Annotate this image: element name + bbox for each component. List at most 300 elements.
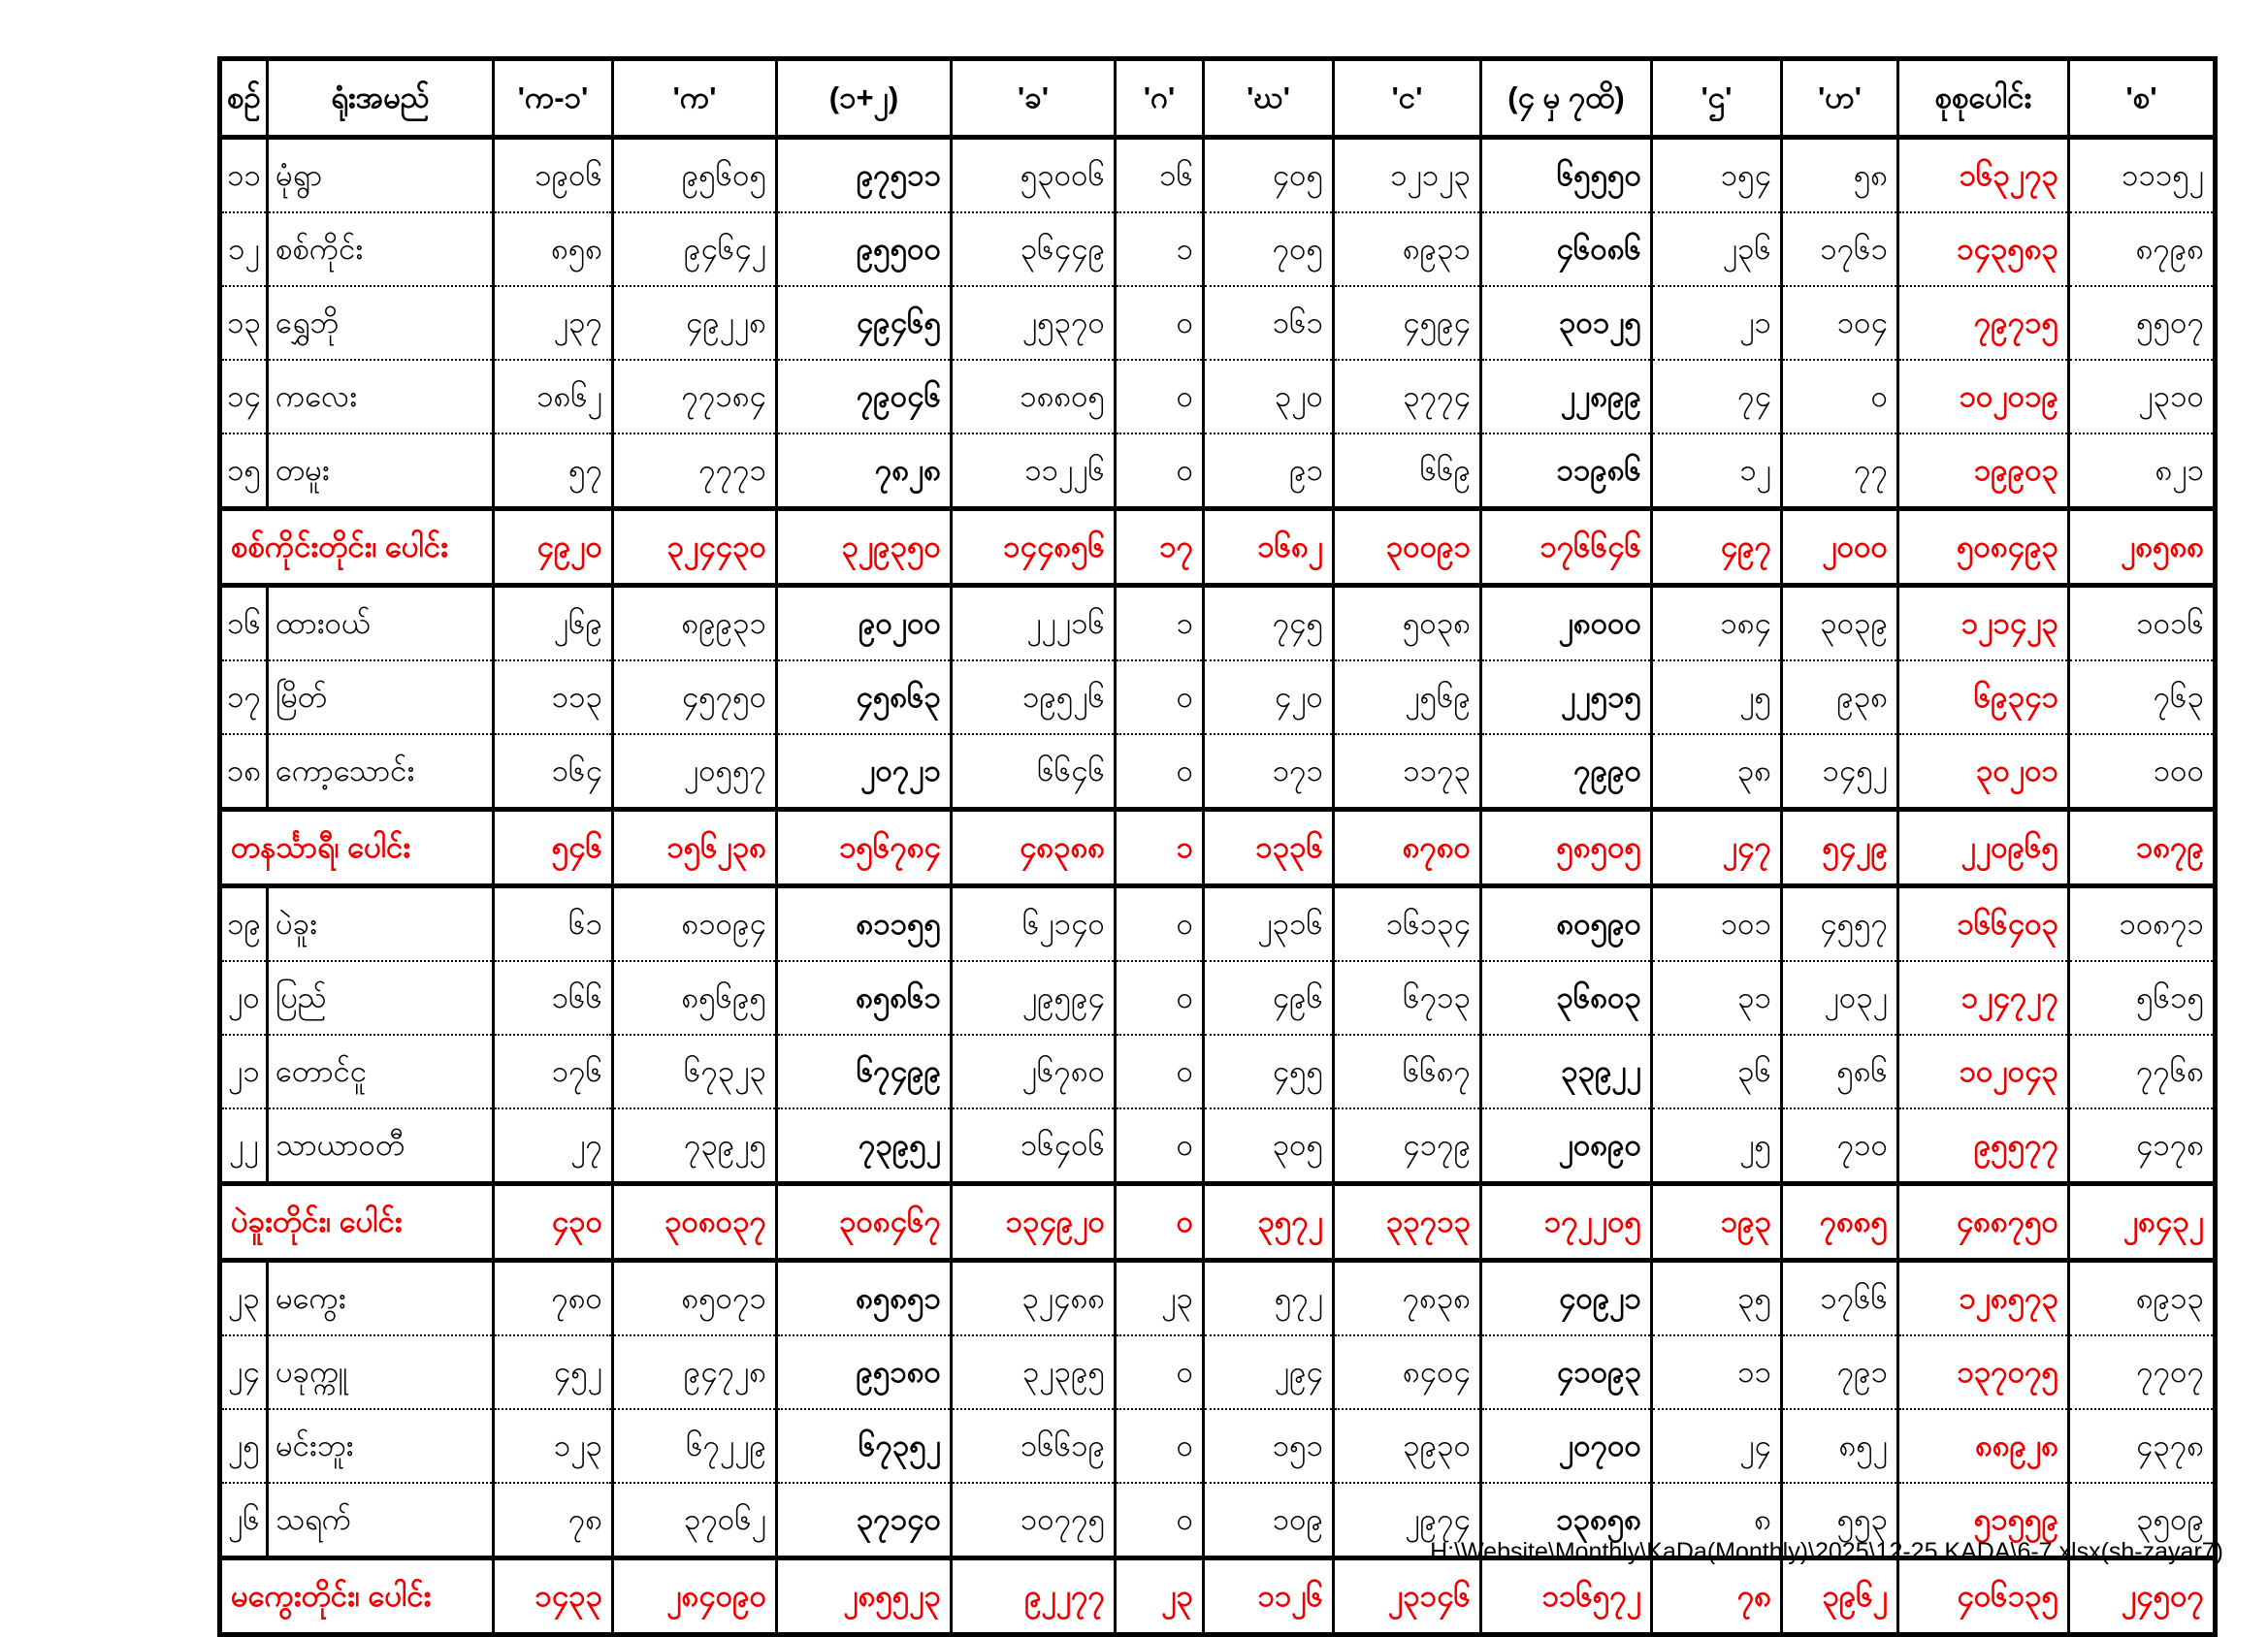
value-cell: ၁၆၈၂: [1204, 509, 1334, 586]
office-name: တမူး: [268, 433, 494, 509]
value-cell: ၃၁: [1652, 961, 1782, 1035]
value-cell: ၇၉၀၄၆: [777, 360, 952, 433]
value-cell: ၇၈၂၈: [777, 433, 952, 509]
value-cell: ၉၃၈: [1782, 660, 1898, 734]
value-cell: ၂၁: [1652, 286, 1782, 360]
value-cell: ၁၄၄၈၅၆: [952, 509, 1116, 586]
value-cell: ၄၃၀: [494, 1184, 613, 1261]
value-cell: ၇၇၀၇: [2069, 1335, 2216, 1409]
value-cell: ၂၈၄၀၉၀: [613, 1558, 777, 1635]
value-cell: ၂၀၇၀၀: [1481, 1409, 1652, 1483]
value-cell: ၂၅: [1652, 660, 1782, 734]
grand-total-cell: ၁၂၁၄၂၃: [1898, 586, 2069, 661]
value-cell: ၂၉၄: [1204, 1335, 1334, 1409]
grand-total-cell: ၁၆၃၂၇၃: [1898, 138, 2069, 213]
row-number: ၂၃: [220, 1261, 268, 1336]
header-row: [220, 59, 2216, 138]
row-number: ၁၄: [220, 360, 268, 433]
value-cell: ၇၇၆၈: [2069, 1035, 2216, 1108]
column-header: (၁+၂): [777, 59, 952, 138]
value-cell: ၁၀၀: [2069, 734, 2216, 810]
value-cell: ၄၉၆: [1204, 961, 1334, 1035]
table-body: [220, 138, 2216, 1635]
value-cell: ၉၄၆၄၂: [613, 212, 777, 286]
grand-total-cell: ၁၂၄၇၂၇: [1898, 961, 2069, 1035]
value-cell: ၁၇၁: [1204, 734, 1334, 810]
value-cell: ၅၈၅၀၅: [1481, 810, 1652, 886]
value-cell: ၃၇၁၄၀: [777, 1483, 952, 1558]
value-cell: ၀: [1116, 886, 1204, 962]
grand-total-cell: ၄၀၆၁၃၅: [1898, 1558, 2069, 1635]
grand-total-cell: ၅၀၈၄၉၃: [1898, 509, 2069, 586]
office-name: ရွှေဘို: [268, 286, 494, 360]
value-cell: ၇၈: [1652, 1558, 1782, 1635]
value-cell: ၈၇၈၀: [1334, 810, 1481, 886]
value-cell: ၃၉၆၂: [1782, 1558, 1898, 1635]
value-cell: ၁၅၁: [1204, 1409, 1334, 1483]
value-cell: ၆၆၉: [1334, 433, 1481, 509]
column-header: 'င': [1334, 59, 1481, 138]
value-cell: ၅၄၂၉: [1782, 810, 1898, 886]
value-cell: ၁၀၉: [1204, 1483, 1334, 1558]
value-cell: ၁၀၈၇၁: [2069, 886, 2216, 962]
row-number: ၁၉: [220, 886, 268, 962]
row-number: ၂၀: [220, 961, 268, 1035]
grand-total-cell: ၄၈၈၇၅၀: [1898, 1184, 2069, 1261]
office-name: ကော့သောင်း: [268, 734, 494, 810]
grand-total-cell: ၁၆၆၄၀၃: [1898, 886, 2069, 962]
value-cell: ၂၂၅၁၅: [1481, 660, 1652, 734]
value-cell: ၄၉၇: [1652, 509, 1782, 586]
value-cell: ၂၅: [1652, 1108, 1782, 1184]
column-header: 'ဟ': [1782, 59, 1898, 138]
table-row: [220, 660, 2216, 734]
value-cell: ၇၃၉၅၂: [777, 1108, 952, 1184]
value-cell: ၃၃၇၁၃: [1334, 1184, 1481, 1261]
value-cell: ၄၁၇၈: [2069, 1108, 2216, 1184]
value-cell: ၂၈၅၈၈: [2069, 509, 2216, 586]
value-cell: ၉၂၂၇၇: [952, 1558, 1116, 1635]
row-number: ၁၁: [220, 138, 268, 213]
value-cell: ၁: [1116, 810, 1204, 886]
value-cell: ၁၀၁: [1652, 886, 1782, 962]
value-cell: ၇၄: [1652, 360, 1782, 433]
report-table: [217, 56, 2218, 1637]
section-total-label: မကွေးတိုင်း၊ ပေါင်း: [220, 1558, 494, 1635]
value-cell: ၄၉၄၆၅: [777, 286, 952, 360]
row-number: ၁၅: [220, 433, 268, 509]
value-cell: ၄၅၅၇: [1782, 886, 1898, 962]
value-cell: ၀: [1782, 360, 1898, 433]
value-cell: ၈၅၀၇၁: [613, 1261, 777, 1336]
file-path: H:\Website\Monthly\KaDa(Monthly)\2025\12-25 KADA\6-7.xlsx(sh-zayar7): [1430, 1538, 2223, 1565]
value-cell: ၂၃: [1116, 1261, 1204, 1336]
value-cell: ၂၈၄၃၂: [2069, 1184, 2216, 1261]
grand-total-cell: ၂၂၀၉၆၅: [1898, 810, 2069, 886]
value-cell: ၈၉၉၃၁: [613, 586, 777, 661]
value-cell: ၇၈၈၅: [1782, 1184, 1898, 1261]
value-cell: ၄၀၅: [1204, 138, 1334, 213]
office-name: ပခုက္ကူ: [268, 1335, 494, 1409]
value-cell: ၃၅: [1652, 1261, 1782, 1336]
value-cell: ၅၅၀၇: [2069, 286, 2216, 360]
row-number: ၂၄: [220, 1335, 268, 1409]
column-header: 'ခ': [952, 59, 1116, 138]
value-cell: ၈၅၆၉၅: [613, 961, 777, 1035]
value-cell: ၂၅၃၇၀: [952, 286, 1116, 360]
value-cell: ၂၀၃၂: [1782, 961, 1898, 1035]
value-cell: ၂၈၀၀၀: [1481, 586, 1652, 661]
value-cell: ၃၂၄၈၈: [952, 1261, 1116, 1336]
column-header: ရုံးအမည်: [268, 59, 494, 138]
value-cell: ၂၃: [1116, 1558, 1204, 1635]
value-cell: ၁၁: [1652, 1335, 1782, 1409]
value-cell: ၄၀၉၂၁: [1481, 1261, 1652, 1336]
value-cell: ၃၀၈၄၆၇: [777, 1184, 952, 1261]
value-cell: ၆၆၈၇: [1334, 1035, 1481, 1108]
value-cell: ၄၅၈၆၃: [777, 660, 952, 734]
value-cell: ၂၃၇: [494, 286, 613, 360]
grand-total-cell: ၃၀၂၀၁: [1898, 734, 2069, 810]
value-cell: ၆၆၄၆: [952, 734, 1116, 810]
value-cell: ၇၄၅: [1204, 586, 1334, 661]
value-cell: ၆၇၄၉၉: [777, 1035, 952, 1108]
value-cell: ၁၆၄: [494, 734, 613, 810]
value-cell: ၇၉၁: [1782, 1335, 1898, 1409]
value-cell: ၄၅၇၅၀: [613, 660, 777, 734]
value-cell: ၇၈: [494, 1483, 613, 1558]
value-cell: ၆၇၃၂၃: [613, 1035, 777, 1108]
value-cell: ၈၇၉၈: [2069, 212, 2216, 286]
value-cell: ၂၄၅၀၇: [2069, 1558, 2216, 1635]
value-cell: ၁၃၃၆: [1204, 810, 1334, 886]
value-cell: ၅၈၆: [1782, 1035, 1898, 1108]
value-cell: ၁၁၂၆: [1204, 1558, 1334, 1635]
value-cell: ၁၈၆၂: [494, 360, 613, 433]
value-cell: ၈၅၈၆၁: [777, 961, 952, 1035]
value-cell: ၁၇၂၂၀၅: [1481, 1184, 1652, 1261]
value-cell: ၀: [1116, 433, 1204, 509]
value-cell: ၇၀၅: [1204, 212, 1334, 286]
value-cell: ၀: [1116, 1035, 1204, 1108]
column-header: 'က': [613, 59, 777, 138]
value-cell: ၁၆၁၃၄: [1334, 886, 1481, 962]
value-cell: ၁၇၆: [494, 1035, 613, 1108]
value-cell: ၃၀၈၀၃၇: [613, 1184, 777, 1261]
value-cell: ၁၃၈၅၈: [1481, 1483, 1652, 1558]
section-total-label: ပဲခူးတိုင်း၊ ပေါင်း: [220, 1184, 494, 1261]
value-cell: ၁၂၃: [494, 1409, 613, 1483]
value-cell: ၃၅၇၂: [1204, 1184, 1334, 1261]
office-name: စစ်ကိုင်း: [268, 212, 494, 286]
grand-total-cell: ၅၁၅၅၉: [1898, 1483, 2069, 1558]
value-cell: ၂၃၁၀: [2069, 360, 2216, 433]
value-cell: ၁၀၁၆: [2069, 586, 2216, 661]
value-cell: ၅၆၁၅: [2069, 961, 2216, 1035]
grand-total-cell: ၁၂၈၅၇၃: [1898, 1261, 2069, 1336]
column-header: စဉ်: [220, 59, 268, 138]
value-cell: ၉၀၂၀၀: [777, 586, 952, 661]
value-cell: ၄၂၀: [1204, 660, 1334, 734]
value-cell: ၈၄၀၄: [1334, 1335, 1481, 1409]
value-cell: ၅၈: [1782, 138, 1898, 213]
value-cell: ၃၇၇၄: [1334, 360, 1481, 433]
value-cell: ၅၇: [494, 433, 613, 509]
value-cell: ၁၅၄: [1652, 138, 1782, 213]
value-cell: ၁၁၂၂၆: [952, 433, 1116, 509]
value-cell: ၇၇၁၈၄: [613, 360, 777, 433]
value-cell: ၆၅၅၅၀: [1481, 138, 1652, 213]
value-cell: ၆၂၁၄၀: [952, 886, 1116, 962]
value-cell: ၇၆၃: [2069, 660, 2216, 734]
value-cell: ၃၀၁၂၅: [1481, 286, 1652, 360]
value-cell: ၈၁၁၅၅: [777, 886, 952, 962]
value-cell: ၃၂၉၃၅၀: [777, 509, 952, 586]
grand-total-cell: ၉၅၅၇၇: [1898, 1108, 2069, 1184]
value-cell: ၈၅၈၅၁: [777, 1261, 952, 1336]
value-cell: ၂၆၉: [494, 586, 613, 661]
value-cell: ၂၀၀၀: [1782, 509, 1898, 586]
value-cell: ၁၇၆၆၄၆: [1481, 509, 1652, 586]
value-cell: ၇၉၉၀: [1481, 734, 1652, 810]
value-cell: ၁၅၆၇၈၄: [777, 810, 952, 886]
table-row: [220, 286, 2216, 360]
value-cell: ၃၂၄၄၃၀: [613, 509, 777, 586]
value-cell: ၁၃၄၉၂၀: [952, 1184, 1116, 1261]
value-cell: ၂၅၆၉: [1334, 660, 1481, 734]
value-cell: ၂၃၁၄၆: [1334, 1558, 1481, 1635]
value-cell: ၉၅၅၀၀: [777, 212, 952, 286]
office-name: မင်းဘူး: [268, 1409, 494, 1483]
value-cell: ၁၂၁၂၃: [1334, 138, 1481, 213]
value-cell: ၇၇၇၁: [613, 433, 777, 509]
table-row: [220, 734, 2216, 810]
office-name: သာယာဝတီ: [268, 1108, 494, 1184]
value-cell: ၂၂၂၁၆: [952, 586, 1116, 661]
office-name: ထားဝယ်: [268, 586, 494, 661]
value-cell: ၃၆၈၀၃: [1481, 961, 1652, 1035]
value-cell: ၅၇၂: [1204, 1261, 1334, 1336]
value-cell: ၃၉၃၀: [1334, 1409, 1481, 1483]
value-cell: ၆၇၁၃: [1334, 961, 1481, 1035]
value-cell: ၈၉၁၃: [2069, 1261, 2216, 1336]
value-cell: ၈၉၃၁: [1334, 212, 1481, 286]
value-cell: ၄၈၃၈၈: [952, 810, 1116, 886]
value-cell: ၁၇: [1116, 509, 1204, 586]
row-number: ၂၅: [220, 1409, 268, 1483]
value-cell: ၄၅၅: [1204, 1035, 1334, 1108]
column-header: 'ဃ': [1204, 59, 1334, 138]
value-cell: ၁၉၃: [1652, 1184, 1782, 1261]
value-cell: ၂၉၅၉၄: [952, 961, 1116, 1035]
value-cell: ၂၉၇၄: [1334, 1483, 1481, 1558]
row-number: ၁၇: [220, 660, 268, 734]
value-cell: ၈၅၈: [494, 212, 613, 286]
value-cell: ၃၃၉၂၂: [1481, 1035, 1652, 1108]
office-name: သရက်: [268, 1483, 494, 1558]
column-header: 'စ': [2069, 59, 2216, 138]
value-cell: ၄၁၀၉၃: [1481, 1335, 1652, 1409]
value-cell: ၈၂၁: [2069, 433, 2216, 509]
section-total-label: စစ်ကိုင်းတိုင်း၊ ပေါင်း: [220, 509, 494, 586]
table-row: [220, 1035, 2216, 1108]
value-cell: ၇၃၉၂၅: [613, 1108, 777, 1184]
value-cell: ၁၉၀၆: [494, 138, 613, 213]
row-number: ၂၆: [220, 1483, 268, 1558]
value-cell: ၀: [1116, 1483, 1204, 1558]
value-cell: ၅၃၀၀၆: [952, 138, 1116, 213]
value-cell: ၅၅၃: [1782, 1483, 1898, 1558]
value-cell: ၁၆၆၁၉: [952, 1409, 1116, 1483]
value-cell: ၂၀၅၅၇: [613, 734, 777, 810]
section-total-row: [220, 1558, 2216, 1635]
column-header: 'ဂ': [1116, 59, 1204, 138]
grand-total-cell: ၁၀၂၀၄၃: [1898, 1035, 2069, 1108]
value-cell: ၄၃၇၈: [2069, 1409, 2216, 1483]
value-cell: ၀: [1116, 1108, 1204, 1184]
value-cell: ၀: [1116, 1335, 1204, 1409]
column-header: (၄ မှ ၇ထိ): [1481, 59, 1652, 138]
value-cell: ၁၂: [1652, 433, 1782, 509]
value-cell: ၂၀၇၂၁: [777, 734, 952, 810]
value-cell: ၅၄၆: [494, 810, 613, 886]
value-cell: ၂၂၈၉၉: [1481, 360, 1652, 433]
value-cell: ၆၇၂၂၉: [613, 1409, 777, 1483]
value-cell: ၁၀၇၇၅: [952, 1483, 1116, 1558]
table-row: [220, 1108, 2216, 1184]
value-cell: ၉၇၅၁၁: [777, 138, 952, 213]
office-name: တောင်ငူ: [268, 1035, 494, 1108]
value-cell: ၈၁၀၉၄: [613, 886, 777, 962]
value-cell: ၀: [1116, 660, 1204, 734]
value-cell: ၄၆၀၈၆: [1481, 212, 1652, 286]
value-cell: ၄၁၇၉: [1334, 1108, 1481, 1184]
value-cell: ၃၆၄၄၉: [952, 212, 1116, 286]
table-row: [220, 1409, 2216, 1483]
value-cell: ၄၅၂: [494, 1335, 613, 1409]
value-cell: ၃၈: [1652, 734, 1782, 810]
value-cell: ၁၆၄၀၆: [952, 1108, 1116, 1184]
value-cell: ၇၁၀: [1782, 1108, 1898, 1184]
value-cell: ၂၇: [494, 1108, 613, 1184]
office-name: ပဲခူး: [268, 886, 494, 962]
office-name: မြိတ်: [268, 660, 494, 734]
table-row: [220, 360, 2216, 433]
value-cell: ၃၆: [1652, 1035, 1782, 1108]
value-cell: ၃၂၀: [1204, 360, 1334, 433]
column-header: 'ဌ': [1652, 59, 1782, 138]
value-cell: ၁၁၆၅၇၂: [1481, 1558, 1652, 1635]
value-cell: ၃၅၀၉: [2069, 1483, 2216, 1558]
value-cell: ၀: [1116, 1184, 1204, 1261]
value-cell: ၁၈၇၉: [2069, 810, 2216, 886]
value-cell: ၃၀၃၉: [1782, 586, 1898, 661]
value-cell: ၀: [1116, 286, 1204, 360]
row-number: ၁၈: [220, 734, 268, 810]
row-number: ၂၁: [220, 1035, 268, 1108]
value-cell: ၁၀၄: [1782, 286, 1898, 360]
value-cell: ၂၄: [1652, 1409, 1782, 1483]
value-cell: ၁၈၈၀၅: [952, 360, 1116, 433]
value-cell: ၁၆၁: [1204, 286, 1334, 360]
office-name: ကလေး: [268, 360, 494, 433]
value-cell: ၂၃၆: [1652, 212, 1782, 286]
value-cell: ၁၄၃၃: [494, 1558, 613, 1635]
value-cell: ၂၃၁၆: [1204, 886, 1334, 962]
value-cell: ၈၅၂: [1782, 1409, 1898, 1483]
office-name: မုံရွာ: [268, 138, 494, 213]
grand-total-cell: ၁၄၃၅၈၃: [1898, 212, 2069, 286]
value-cell: ၅၀၃၈: [1334, 586, 1481, 661]
value-cell: ၀: [1116, 961, 1204, 1035]
grand-total-cell: ၆၉၃၄၁: [1898, 660, 2069, 734]
value-cell: ၂၆၇၈၀: [952, 1035, 1116, 1108]
value-cell: ၇၈၀: [494, 1261, 613, 1336]
value-cell: ၁၈၄: [1652, 586, 1782, 661]
value-cell: ၃၀၀၉၁: [1334, 509, 1481, 586]
grand-total-cell: ၁၀၂၀၁၉: [1898, 360, 2069, 433]
value-cell: ၁: [1116, 212, 1204, 286]
value-cell: ၁: [1116, 586, 1204, 661]
value-cell: ၃၇၀၆၂: [613, 1483, 777, 1558]
value-cell: ၆၇၃၅၂: [777, 1409, 952, 1483]
office-name: ပြည်: [268, 961, 494, 1035]
column-header: 'က-၁': [494, 59, 613, 138]
value-cell: ၁၆၆: [494, 961, 613, 1035]
value-cell: ၇၇: [1782, 433, 1898, 509]
value-cell: ၁၁၃: [494, 660, 613, 734]
grand-total-cell: ၁၃၇၀၇၅: [1898, 1335, 2069, 1409]
value-cell: ၁၁၇၃: [1334, 734, 1481, 810]
column-header: စုစုပေါင်း: [1898, 59, 2069, 138]
row-number: ၁၆: [220, 586, 268, 661]
section-total-row: [220, 810, 2216, 886]
value-cell: ၄၅၉၄: [1334, 286, 1481, 360]
value-cell: ၃၂၃၉၅: [952, 1335, 1116, 1409]
value-cell: ၄၉၂၀: [494, 509, 613, 586]
table-row: [220, 586, 2216, 661]
grand-total-cell: ၈၈၉၂၈: [1898, 1409, 2069, 1483]
table-row: [220, 433, 2216, 509]
value-cell: ၁၁၉၈၆: [1481, 433, 1652, 509]
value-cell: ၇၈၃၈: [1334, 1261, 1481, 1336]
value-cell: ၉၅၆၀၅: [613, 138, 777, 213]
section-total-row: [220, 509, 2216, 586]
table-row: [220, 1261, 2216, 1336]
value-cell: ၈: [1652, 1483, 1782, 1558]
value-cell: ၁၅၆၂၃၈: [613, 810, 777, 886]
office-name: မကွေး: [268, 1261, 494, 1336]
value-cell: ၀: [1116, 360, 1204, 433]
table-row: [220, 1335, 2216, 1409]
row-number: ၂၂: [220, 1108, 268, 1184]
value-cell: ၈၀၅၉၀: [1481, 886, 1652, 962]
value-cell: ၂၀၈၉၀: [1481, 1108, 1652, 1184]
value-cell: ၀: [1116, 734, 1204, 810]
section-total-label: တနင်္သာရီ၊ ပေါင်း: [220, 810, 494, 886]
value-cell: ၀: [1116, 1409, 1204, 1483]
value-cell: ၁၇၆၁: [1782, 212, 1898, 286]
table-row: [220, 961, 2216, 1035]
table-row: [220, 212, 2216, 286]
value-cell: ၂၈၅၅၂၃: [777, 1558, 952, 1635]
value-cell: ၁၇၆၆: [1782, 1261, 1898, 1336]
value-cell: ၆၁: [494, 886, 613, 962]
value-cell: ၄၉၂၂၈: [613, 286, 777, 360]
value-cell: ၁၉၅၂၆: [952, 660, 1116, 734]
section-total-row: [220, 1184, 2216, 1261]
grand-total-cell: ၁၉၉၀၃: [1898, 433, 2069, 509]
